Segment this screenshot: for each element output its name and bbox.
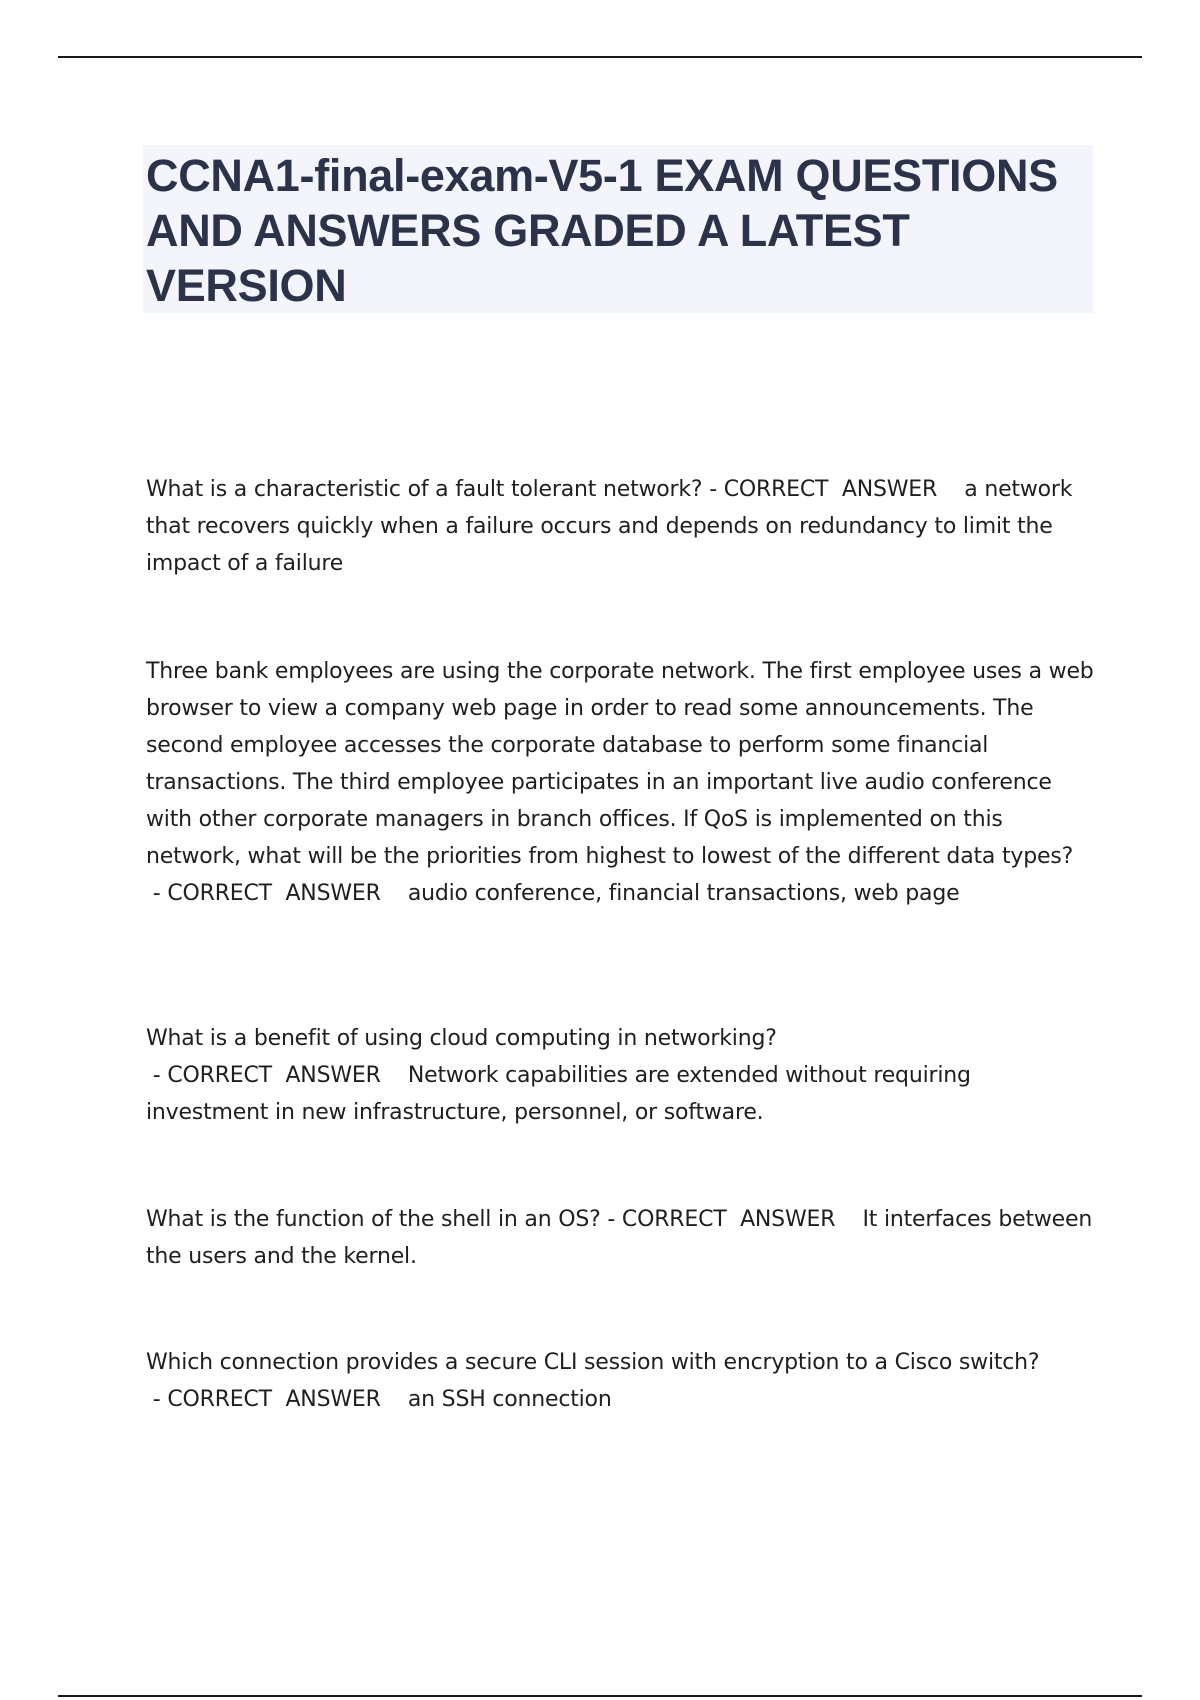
qa-item (146, 1344, 1096, 1418)
top-rule (58, 56, 1142, 58)
qa-item (146, 653, 1096, 912)
answer-text: an SSH connection (407, 1387, 612, 1412)
document-title: CCNA1-final-exam-V5-1 EXAM QUESTIONS AND ANSWERS GRADED A LATEST VERSION (146, 150, 1058, 311)
question-text: Which connection provides a secure CLI session with encryption to a Cisco switch? (146, 1350, 1040, 1375)
answer-marker: - CORRECT ANSWER (146, 1387, 408, 1412)
answer-text: audio conference, financial transactions, web page (407, 881, 960, 906)
answer-marker: - CORRECT ANSWER (146, 881, 408, 906)
question-text: What is the function of the shell in an OS? (146, 1207, 601, 1232)
question-text: What is a characteristic of a fault tolerant network? (146, 477, 703, 502)
answer-marker: - CORRECT ANSWER (146, 1063, 408, 1088)
answer-text: a network that recovers quickly when a failure occurs and depends on redundancy to limit the impact of a failure (146, 477, 1073, 576)
answer-marker: - CORRECT ANSWER (702, 477, 965, 502)
answer-marker: - CORRECT ANSWER (600, 1207, 863, 1232)
qa-item (146, 1201, 1096, 1275)
answer-text: It interfaces between the users and the kernel. (146, 1207, 1093, 1269)
bottom-rule (58, 1695, 1142, 1697)
qa-item (146, 1020, 1096, 1131)
qa-item (146, 471, 1096, 582)
question-text: Three bank employees are using the corporate network. The first employee uses a web browser to view a company web page in order to read some announcements. The second employee accesses the corporate database to perform some financial transactions. The third employee participates in an important live audio conference with other corporate managers in branch offices. If QoS is implemented on this network, what will be the priorities from highest to lowest of the different data types? (146, 659, 1094, 869)
question-text: What is a benefit of using cloud computing in networking? (146, 1026, 777, 1051)
answer-text: Network capabilities are extended without requiring investment in new infrastructure, personnel, or software. (146, 1063, 971, 1125)
